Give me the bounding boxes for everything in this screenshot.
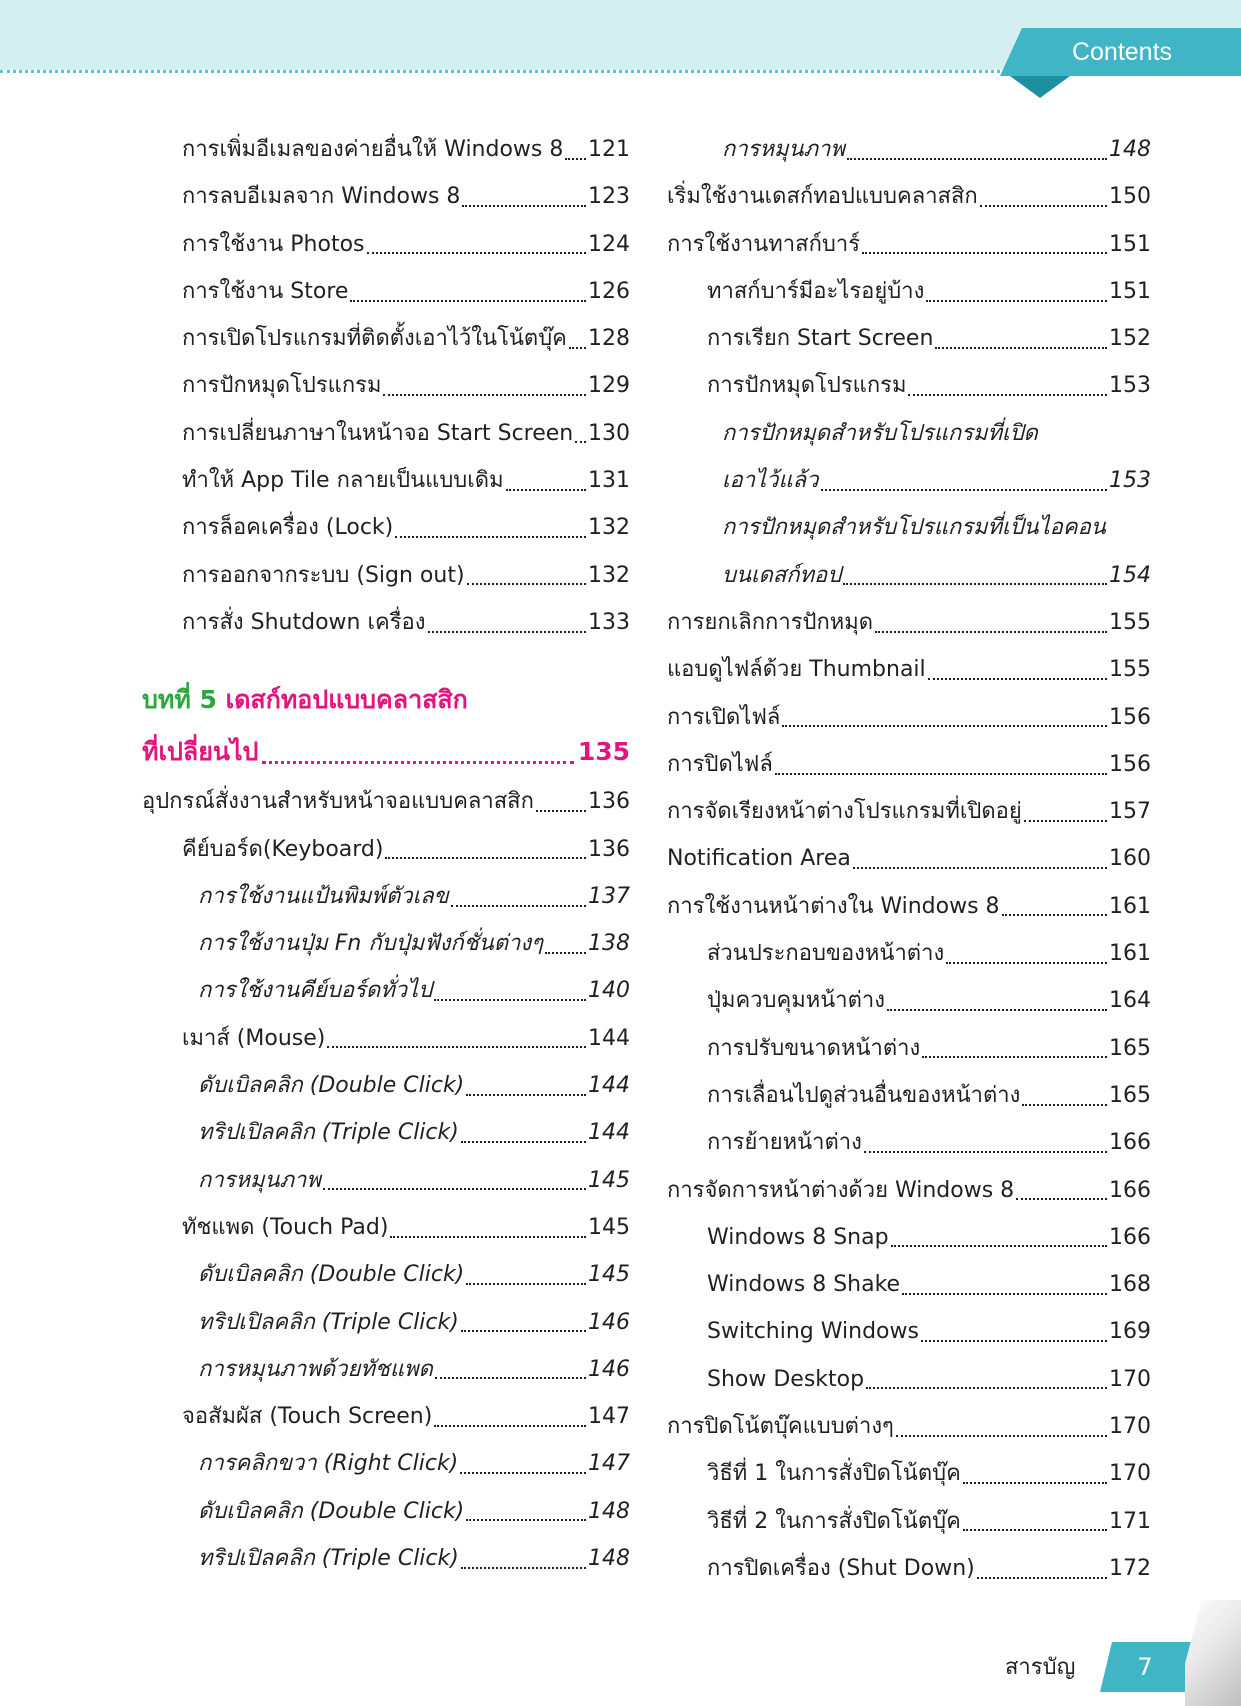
toc-leader bbox=[575, 441, 586, 443]
toc-entry[interactable] bbox=[667, 977, 1151, 1024]
toc-leader bbox=[395, 536, 586, 538]
toc-entry[interactable] bbox=[667, 883, 1151, 930]
toc-entry-page: 156 bbox=[1109, 704, 1151, 730]
toc-entry-title: การใช้งานหน้าต่างใน Windows 8 bbox=[667, 893, 1000, 919]
toc-entry[interactable] bbox=[667, 694, 1151, 741]
toc-entry-title: การเปิดโปรแกรมที่ติดตั้งเอาไว้ในโน้ตบุ๊ค bbox=[182, 326, 567, 352]
toc-entry-page: 166 bbox=[1109, 1130, 1151, 1156]
toc-entry-title: เมาส์ (Mouse) bbox=[182, 1025, 326, 1051]
toc-entry[interactable] bbox=[667, 1025, 1151, 1072]
chapter-leader bbox=[262, 761, 573, 764]
toc-leader bbox=[461, 1141, 586, 1143]
toc-entry[interactable] bbox=[142, 873, 630, 920]
toc-leader bbox=[875, 631, 1107, 633]
toc-entry-page: 165 bbox=[1109, 1082, 1151, 1108]
toc-entry-page: 151 bbox=[1109, 231, 1151, 257]
toc-leader bbox=[467, 583, 586, 585]
toc-entry-title-line1: การปักหมุดสำหรับโปรแกรมที่เป็นไอคอน bbox=[722, 515, 1106, 541]
toc-entry-page: 145 bbox=[588, 1214, 630, 1240]
toc-entry-title: Notification Area bbox=[667, 846, 851, 872]
chapter-title-line2: ที่เปลี่ยนไป bbox=[142, 737, 259, 767]
toc-entry[interactable] bbox=[142, 1535, 630, 1582]
toc-entry-page: 137 bbox=[588, 883, 630, 909]
toc-leader bbox=[545, 952, 586, 954]
toc-leader bbox=[926, 300, 1107, 302]
toc-leader bbox=[902, 1293, 1107, 1295]
toc-entry-title: การหมุนภาพ bbox=[722, 137, 845, 162]
toc-leader bbox=[908, 394, 1107, 396]
toc-leader bbox=[921, 1340, 1107, 1342]
toc-entry[interactable] bbox=[667, 646, 1151, 693]
toc-entry[interactable] bbox=[142, 1251, 630, 1298]
toc-entry-page: 148 bbox=[1109, 137, 1151, 162]
contents-tab-fold bbox=[1010, 76, 1070, 98]
toc-entry[interactable] bbox=[142, 1157, 630, 1204]
toc-entry[interactable] bbox=[142, 1015, 630, 1062]
toc-entry-title: การจัดเรียงหน้าต่างโปรแกรมที่เปิดอยู่ bbox=[667, 799, 1022, 825]
toc-leader bbox=[1024, 820, 1107, 822]
toc-leader bbox=[461, 1567, 586, 1569]
toc-entry-page: 147 bbox=[588, 1404, 630, 1430]
toc-entry-page: 171 bbox=[1109, 1508, 1151, 1534]
toc-entry-page: 136 bbox=[588, 789, 630, 815]
toc-entry-title: การปรับขนาดหน้าต่าง bbox=[707, 1035, 921, 1061]
toc-entry-title: ทาสก์บาร์มีอะไรอยู่บ้าง bbox=[707, 278, 925, 304]
toc-entry-title: การลบอีเมลจาก Windows 8 bbox=[182, 184, 461, 210]
toc-leader bbox=[853, 867, 1107, 869]
toc-entry[interactable] bbox=[142, 410, 630, 457]
toc-entry-page: 169 bbox=[1109, 1319, 1151, 1345]
toc-leader bbox=[323, 1188, 586, 1190]
toc-entry-title: Windows 8 Snap bbox=[707, 1224, 889, 1250]
chapter-spacer bbox=[142, 646, 630, 674]
toc-entry-title: เอาไว้แล้ว bbox=[722, 468, 819, 494]
toc-entry-title: การออกจากระบบ (Sign out) bbox=[182, 562, 465, 588]
toc-entry-title: บนเดสก์ทอป bbox=[722, 562, 842, 588]
toc-entry-page: 166 bbox=[1109, 1177, 1151, 1203]
toc-entry-title: การเปลี่ยนภาษาในหน้าจอ Start Screen bbox=[182, 420, 574, 446]
toc-leader bbox=[821, 489, 1107, 491]
toc-entry-page: 153 bbox=[1109, 373, 1151, 399]
toc-entry[interactable] bbox=[142, 1440, 630, 1487]
toc-entry-page: 145 bbox=[588, 1167, 630, 1193]
toc-entry-title: แอบดูไฟล์ด้วย Thumbnail bbox=[667, 657, 926, 683]
toc-entry-page: 172 bbox=[1109, 1555, 1151, 1581]
toc-entry-page: 132 bbox=[588, 562, 630, 588]
toc-leader bbox=[350, 300, 586, 302]
toc-entry-page: 154 bbox=[1109, 562, 1151, 588]
toc-entry-title: ทริปเปิลคลิก (Triple Click) bbox=[198, 1120, 459, 1146]
toc-leader bbox=[866, 1387, 1107, 1389]
toc-entry-title: ดับเบิลคลิก (Double Click) bbox=[198, 1073, 465, 1099]
toc-entry[interactable] bbox=[667, 1214, 1151, 1261]
page-curl-decoration bbox=[1185, 1600, 1241, 1706]
toc-entry-title: การใช้งานปุ่ม Fn กับปุ่มฟังก์ชั่นต่างๆ bbox=[198, 931, 543, 957]
toc-entry[interactable] bbox=[142, 268, 630, 315]
toc-leader bbox=[565, 158, 586, 160]
toc-leader bbox=[928, 678, 1107, 680]
toc-entry-page: 170 bbox=[1109, 1366, 1151, 1392]
toc-entry[interactable] bbox=[667, 1261, 1151, 1308]
toc-leader bbox=[887, 1009, 1107, 1011]
toc-entry-page: 168 bbox=[1109, 1272, 1151, 1298]
toc-entry-title: คีย์บอร์ด(Keyboard) bbox=[182, 836, 384, 862]
contents-label: Contents bbox=[1071, 38, 1173, 66]
toc-entry-page: 146 bbox=[588, 1309, 630, 1335]
toc-entry-title: การคลิกขวา (Right Click) bbox=[198, 1451, 459, 1477]
toc-leader bbox=[775, 773, 1107, 775]
toc-leader bbox=[451, 905, 586, 907]
toc-leader bbox=[1022, 1104, 1107, 1106]
toc-entry-title: ทริปเปิลคลิก (Triple Click) bbox=[198, 1546, 459, 1572]
toc-entry-title: Show Desktop bbox=[707, 1366, 865, 1392]
toc-entry[interactable] bbox=[667, 788, 1151, 835]
toc-entry-page: 128 bbox=[588, 326, 630, 352]
toc-entry-title-line1: การปักหมุดสำหรับโปรแกรมที่เปิด bbox=[722, 420, 1038, 446]
toc-leader bbox=[847, 158, 1107, 160]
chapter-heading[interactable] bbox=[142, 674, 630, 726]
toc-entry-page: 121 bbox=[588, 137, 630, 162]
toc-entry-title: การเปิดไฟล์ bbox=[667, 704, 781, 730]
toc-entry-page: 148 bbox=[588, 1498, 630, 1524]
toc-entry[interactable] bbox=[667, 1403, 1151, 1450]
toc-entry-title: การหมุนภาพด้วยทัชแพด bbox=[198, 1356, 433, 1382]
toc-leader bbox=[466, 1283, 586, 1285]
toc-entry-title: การย้ายหน้าต่าง bbox=[707, 1130, 862, 1156]
toc-entry-page: 155 bbox=[1109, 657, 1151, 683]
toc-entry-page: 144 bbox=[588, 1025, 630, 1051]
toc-entry-page: 170 bbox=[1109, 1461, 1151, 1487]
toc-leader bbox=[935, 347, 1107, 349]
toc-entry-page: 165 bbox=[1109, 1035, 1151, 1061]
toc-entry-title: วิธีที่ 1 ในการสั่งปิดโน้ตบุ๊ค bbox=[707, 1461, 961, 1487]
toc-entry-title: ส่วนประกอบของหน้าต่าง bbox=[707, 941, 945, 967]
toc-entry-title: การปิดโน้ตบุ๊คแบบต่างๆ bbox=[667, 1414, 894, 1440]
toc-entry[interactable] bbox=[142, 1299, 630, 1346]
toc-entry[interactable] bbox=[667, 741, 1151, 788]
toc-leader bbox=[782, 725, 1107, 727]
toc-leader bbox=[922, 1056, 1107, 1058]
toc-leader bbox=[461, 1330, 586, 1332]
toc-leader bbox=[466, 1094, 586, 1096]
toc-leader bbox=[385, 857, 586, 859]
toc-leader bbox=[434, 999, 586, 1001]
toc-entry-title: ดับเบิลคลิก (Double Click) bbox=[198, 1498, 465, 1524]
toc-entry-title: ทำให้ App Tile กลายเป็นแบบเดิม bbox=[182, 468, 504, 494]
toc-entry-title: การเพิ่มอีเมลของค่ายอื่นให้ Windows 8 bbox=[182, 137, 564, 162]
toc-entry-page: 155 bbox=[1109, 609, 1151, 635]
toc-entry-title: การยกเลิกการปักหมุด bbox=[667, 609, 874, 635]
toc-entry[interactable] bbox=[667, 457, 1151, 504]
toc-leader bbox=[428, 631, 587, 633]
toc-leader bbox=[980, 205, 1107, 207]
toc-entry[interactable] bbox=[142, 1062, 630, 1109]
toc-entry-title: ดับเบิลคลิก (Double Click) bbox=[198, 1262, 465, 1288]
toc-entry-page: 161 bbox=[1109, 893, 1151, 919]
toc-entry[interactable] bbox=[667, 173, 1151, 220]
chapter-number: บทที่ 5 bbox=[142, 685, 217, 715]
toc-entry-page: 148 bbox=[588, 1546, 630, 1572]
toc-entry-page: 146 bbox=[588, 1356, 630, 1382]
toc-entry-page: 132 bbox=[588, 515, 630, 541]
toc-entry-page: 123 bbox=[588, 184, 630, 210]
toc-leader bbox=[1016, 1198, 1107, 1200]
toc-entry-page: 152 bbox=[1109, 326, 1151, 352]
toc-entry-title: การปิดเครื่อง (Shut Down) bbox=[707, 1555, 975, 1581]
toc-entry-page: 124 bbox=[588, 231, 630, 257]
toc-entry[interactable] bbox=[667, 930, 1151, 977]
toc-entry[interactable] bbox=[142, 1346, 630, 1393]
toc-entry-title: ทริปเปิลคลิก (Triple Click) bbox=[198, 1309, 459, 1335]
toc-entry-page: 131 bbox=[588, 468, 630, 494]
toc-entry[interactable] bbox=[142, 778, 630, 825]
toc-entry[interactable] bbox=[667, 835, 1151, 882]
toc-entry-title: การล็อคเครื่อง (Lock) bbox=[182, 515, 394, 541]
toc-entry[interactable] bbox=[142, 173, 630, 220]
chapter-title-line1: เดสก์ทอปแบบคลาสสิก bbox=[225, 685, 468, 715]
toc-entry[interactable] bbox=[667, 268, 1151, 315]
toc-entry-page: 153 bbox=[1109, 468, 1151, 494]
toc-entry[interactable] bbox=[142, 552, 630, 599]
toc-left-column bbox=[142, 126, 630, 1582]
toc-entry[interactable] bbox=[142, 504, 630, 551]
toc-entry-page: 126 bbox=[588, 278, 630, 304]
toc-entry-page: 157 bbox=[1109, 799, 1151, 825]
toc-entry-page: 138 bbox=[588, 931, 630, 957]
toc-entry[interactable] bbox=[667, 221, 1151, 268]
toc-leader bbox=[466, 1519, 586, 1521]
toc-leader bbox=[435, 1377, 586, 1379]
toc-entry[interactable] bbox=[142, 126, 630, 173]
toc-entry-page: 145 bbox=[588, 1262, 630, 1288]
toc-entry-title: วิธีที่ 2 ในการสั่งปิดโน้ตบุ๊ค bbox=[707, 1508, 961, 1534]
toc-entry[interactable] bbox=[142, 315, 630, 362]
toc-leader bbox=[390, 1236, 586, 1238]
toc-leader bbox=[963, 1529, 1107, 1531]
toc-entry-title: Switching Windows bbox=[707, 1319, 919, 1345]
toc-leader bbox=[327, 1046, 586, 1048]
toc-entry-title: การเรียก Start Screen bbox=[707, 326, 934, 352]
toc-entry-page: 150 bbox=[1109, 184, 1151, 210]
toc-leader bbox=[1002, 914, 1107, 916]
toc-entry-title: ทัชแพด (Touch Pad) bbox=[182, 1214, 389, 1240]
toc-leader bbox=[963, 1482, 1107, 1484]
toc-entry-title: การใช้งานทาสก์บาร์ bbox=[667, 231, 861, 257]
toc-entry[interactable] bbox=[667, 599, 1151, 646]
toc-leader bbox=[896, 1435, 1107, 1437]
toc-entry[interactable] bbox=[142, 457, 630, 504]
toc-entry[interactable] bbox=[142, 1488, 630, 1535]
toc-entry[interactable] bbox=[667, 1356, 1151, 1403]
toc-entry-page: 144 bbox=[588, 1120, 630, 1146]
toc-entry[interactable] bbox=[142, 599, 630, 646]
toc-entry[interactable] bbox=[667, 1167, 1151, 1214]
toc-entry[interactable] bbox=[667, 552, 1151, 599]
toc-entry-page: 130 bbox=[588, 420, 630, 446]
toc-entry-title: จอสัมผัส (Touch Screen) bbox=[182, 1404, 433, 1430]
toc-entry-page: 166 bbox=[1109, 1224, 1151, 1250]
toc-leader bbox=[569, 347, 586, 349]
chapter-page: 135 bbox=[577, 737, 630, 767]
page-number: 7 bbox=[1137, 1653, 1153, 1681]
toc-entry-title: การเลื่อนไปดูส่วนอื่นของหน้าต่าง bbox=[707, 1082, 1021, 1108]
toc-entry-page: 140 bbox=[588, 978, 630, 1004]
toc-entry[interactable] bbox=[142, 1393, 630, 1440]
footer-section-label: สารบัญ bbox=[1005, 1655, 1076, 1680]
toc-entry-title: Windows 8 Shake bbox=[707, 1272, 901, 1298]
toc-leader bbox=[891, 1245, 1107, 1247]
toc-entry[interactable] bbox=[667, 126, 1151, 173]
toc-right-column bbox=[667, 126, 1151, 1592]
toc-leader bbox=[506, 489, 586, 491]
toc-entry[interactable] bbox=[142, 967, 630, 1014]
toc-entry-page: 160 bbox=[1109, 846, 1151, 872]
toc-entry[interactable] bbox=[142, 826, 630, 873]
toc-entry[interactable] bbox=[142, 1109, 630, 1156]
toc-entry[interactable] bbox=[142, 362, 630, 409]
toc-leader bbox=[843, 583, 1107, 585]
toc-entry-title: อุปกรณ์สั่งงานสำหรับหน้าจอแบบคลาสสิก bbox=[142, 789, 534, 815]
toc-entry-page: 164 bbox=[1109, 988, 1151, 1014]
chapter-heading-line2[interactable] bbox=[142, 726, 630, 778]
toc-leader bbox=[434, 1425, 586, 1427]
toc-leader bbox=[536, 810, 586, 812]
toc-entry-page: 144 bbox=[588, 1073, 630, 1099]
toc-entry-page: 170 bbox=[1109, 1414, 1151, 1440]
toc-leader bbox=[367, 252, 586, 254]
toc-leader bbox=[864, 1151, 1107, 1153]
toc-leader bbox=[460, 1472, 586, 1474]
toc-entry-title: การใช้งานแป้นพิมพ์ตัวเลข bbox=[198, 883, 449, 909]
toc-entry-title: การใช้งานคีย์บอร์ดทั่วไป bbox=[198, 978, 433, 1004]
toc-entry-title: การปิดไฟล์ bbox=[667, 751, 773, 777]
toc-entry-page: 133 bbox=[588, 609, 630, 635]
toc-leader bbox=[977, 1577, 1107, 1579]
toc-entry-page: 129 bbox=[588, 373, 630, 399]
toc-entry-title: การสั่ง Shutdown เครื่อง bbox=[182, 609, 426, 635]
toc-entry[interactable] bbox=[667, 1308, 1151, 1355]
toc-entry[interactable] bbox=[142, 221, 630, 268]
toc-entry-page: 156 bbox=[1109, 751, 1151, 777]
toc-entry[interactable] bbox=[142, 920, 630, 967]
toc-entry-page: 147 bbox=[588, 1451, 630, 1477]
toc-entry-page: 161 bbox=[1109, 941, 1151, 967]
toc-entry[interactable] bbox=[142, 1204, 630, 1251]
toc-leader bbox=[383, 394, 586, 396]
toc-entry[interactable] bbox=[667, 362, 1151, 409]
toc-entry[interactable] bbox=[667, 315, 1151, 362]
toc-entry[interactable] bbox=[667, 1545, 1151, 1592]
toc-entry-title: เริ่มใช้งานเดสก์ทอปแบบคลาสสิก bbox=[667, 184, 978, 210]
toc-leader bbox=[862, 252, 1107, 254]
toc-entry-title: การหมุนภาพ bbox=[198, 1167, 321, 1193]
toc-entry[interactable] bbox=[667, 1119, 1151, 1166]
toc-entry[interactable] bbox=[667, 1072, 1151, 1119]
toc-entry-title: การใช้งาน Store bbox=[182, 278, 349, 304]
toc-entry-title: การปักหมุดโปรแกรม bbox=[707, 373, 907, 399]
toc-entry-title: การใช้งาน Photos bbox=[182, 231, 365, 257]
toc-entry-page: 151 bbox=[1109, 278, 1151, 304]
toc-entry-title: การจัดการหน้าต่างด้วย Windows 8 bbox=[667, 1177, 1015, 1203]
toc-leader bbox=[946, 962, 1107, 964]
toc-entry-page: 136 bbox=[588, 836, 630, 862]
toc-entry-title: การปักหมุดโปรแกรม bbox=[182, 373, 382, 399]
toc-entry[interactable] bbox=[667, 1498, 1151, 1545]
toc-entry-title: ปุ่มควบคุมหน้าต่าง bbox=[707, 988, 885, 1014]
toc-leader bbox=[462, 205, 586, 207]
toc-entry[interactable] bbox=[667, 1450, 1151, 1497]
